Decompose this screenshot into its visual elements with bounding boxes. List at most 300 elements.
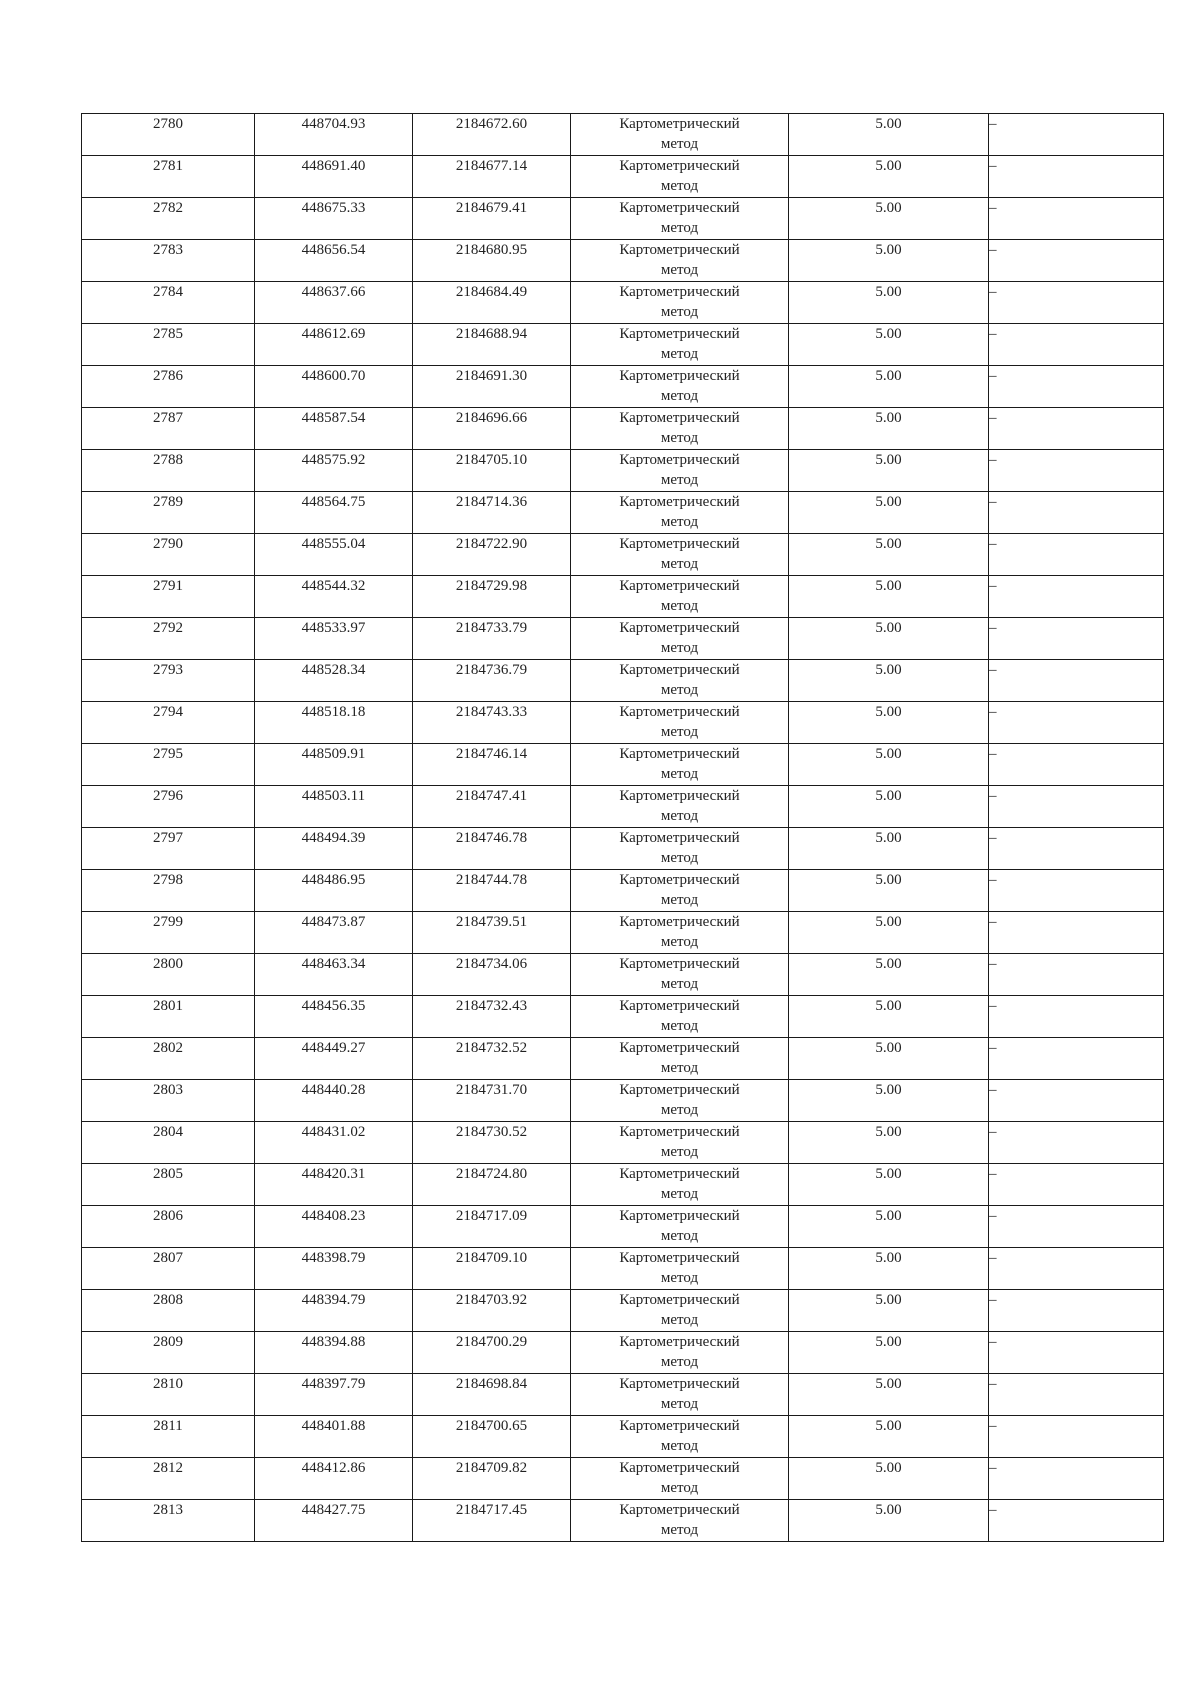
description-cell: – (989, 1332, 1164, 1374)
error-cell: 5.00 (789, 954, 989, 996)
point-number-cell: 2801 (82, 996, 255, 1038)
error-cell: 5.00 (789, 366, 989, 408)
point-number-cell: 2791 (82, 576, 255, 618)
method-line-1: Картометрический (619, 704, 740, 720)
x-coordinate-cell: 448431.02 (255, 1122, 413, 1164)
method-line-1: Картометрический (619, 1292, 740, 1308)
x-coordinate-cell: 448704.93 (255, 114, 413, 156)
method-line-1: Картометрический (619, 1208, 740, 1224)
y-coordinate-cell: 2184732.43 (413, 996, 571, 1038)
error-cell: 5.00 (789, 744, 989, 786)
method-cell (571, 156, 789, 198)
description-cell: – (989, 954, 1164, 996)
y-coordinate-cell: 2184730.52 (413, 1122, 571, 1164)
x-coordinate-cell: 448544.32 (255, 576, 413, 618)
method-cell (571, 1416, 789, 1458)
table-row (82, 702, 1164, 744)
description-cell: – (989, 450, 1164, 492)
x-coordinate-cell: 448656.54 (255, 240, 413, 282)
x-coordinate-cell: 448600.70 (255, 366, 413, 408)
method-cell (571, 660, 789, 702)
table-row (82, 1332, 1164, 1374)
point-number-cell: 2788 (82, 450, 255, 492)
method-line-2: метод (660, 514, 699, 530)
method-line-2: метод (660, 1186, 699, 1202)
description-cell: – (989, 282, 1164, 324)
description-cell: – (989, 1206, 1164, 1248)
point-number-cell: 2792 (82, 618, 255, 660)
table-row (82, 324, 1164, 366)
description-cell: – (989, 324, 1164, 366)
method-line-2: метод (660, 682, 699, 698)
point-number-cell: 2812 (82, 1458, 255, 1500)
description-cell: – (989, 198, 1164, 240)
table-row (82, 1248, 1164, 1290)
method-line-2: метод (660, 556, 699, 572)
coordinates-table (81, 113, 1164, 1542)
y-coordinate-cell: 2184680.95 (413, 240, 571, 282)
x-coordinate-cell: 448509.91 (255, 744, 413, 786)
point-number-cell: 2800 (82, 954, 255, 996)
method-cell (571, 744, 789, 786)
table-row (82, 1374, 1164, 1416)
method-line-1: Картометрический (619, 998, 740, 1014)
description-cell: – (989, 996, 1164, 1038)
point-number-cell: 2811 (82, 1416, 255, 1458)
method-cell (571, 450, 789, 492)
method-cell (571, 954, 789, 996)
x-coordinate-cell: 448691.40 (255, 156, 413, 198)
description-cell: – (989, 156, 1164, 198)
method-line-2: метод (660, 976, 699, 992)
point-number-cell: 2796 (82, 786, 255, 828)
y-coordinate-cell: 2184696.66 (413, 408, 571, 450)
y-coordinate-cell: 2184703.92 (413, 1290, 571, 1332)
method-cell (571, 198, 789, 240)
y-coordinate-cell: 2184717.09 (413, 1206, 571, 1248)
description-cell: – (989, 576, 1164, 618)
x-coordinate-cell: 448397.79 (255, 1374, 413, 1416)
description-cell: – (989, 1458, 1164, 1500)
method-line-2: метод (660, 1144, 699, 1160)
y-coordinate-cell: 2184684.49 (413, 282, 571, 324)
point-number-cell: 2797 (82, 828, 255, 870)
error-cell: 5.00 (789, 1458, 989, 1500)
y-coordinate-cell: 2184734.06 (413, 954, 571, 996)
table-row (82, 870, 1164, 912)
point-number-cell: 2810 (82, 1374, 255, 1416)
method-cell (571, 1038, 789, 1080)
method-line-2: метод (660, 430, 699, 446)
method-line-2: метод (660, 934, 699, 950)
description-cell: – (989, 786, 1164, 828)
description-cell: – (989, 1416, 1164, 1458)
method-line-2: метод (660, 808, 699, 824)
method-line-2: метод (660, 640, 699, 656)
method-line-2: метод (660, 598, 699, 614)
y-coordinate-cell: 2184731.70 (413, 1080, 571, 1122)
error-cell: 5.00 (789, 1080, 989, 1122)
y-coordinate-cell: 2184691.30 (413, 366, 571, 408)
method-line-1: Картометрический (619, 1040, 740, 1056)
description-cell: – (989, 1122, 1164, 1164)
method-line-1: Картометрический (619, 536, 740, 552)
x-coordinate-cell: 448564.75 (255, 492, 413, 534)
error-cell: 5.00 (789, 324, 989, 366)
method-line-2: метод (660, 1018, 699, 1034)
y-coordinate-cell: 2184672.60 (413, 114, 571, 156)
method-cell (571, 366, 789, 408)
error-cell: 5.00 (789, 618, 989, 660)
method-cell (571, 1374, 789, 1416)
method-line-2: метод (660, 1270, 699, 1286)
method-line-1: Картометрический (619, 788, 740, 804)
y-coordinate-cell: 2184705.10 (413, 450, 571, 492)
point-number-cell: 2808 (82, 1290, 255, 1332)
y-coordinate-cell: 2184677.14 (413, 156, 571, 198)
table-row (82, 156, 1164, 198)
y-coordinate-cell: 2184679.41 (413, 198, 571, 240)
point-number-cell: 2781 (82, 156, 255, 198)
method-line-1: Картометрический (619, 1502, 740, 1518)
y-coordinate-cell: 2184733.79 (413, 618, 571, 660)
description-cell: – (989, 912, 1164, 954)
point-number-cell: 2803 (82, 1080, 255, 1122)
method-cell (571, 618, 789, 660)
description-cell: – (989, 1038, 1164, 1080)
method-line-2: метод (660, 1354, 699, 1370)
method-cell (571, 492, 789, 534)
point-number-cell: 2789 (82, 492, 255, 534)
table-row (82, 1458, 1164, 1500)
method-cell (571, 324, 789, 366)
table-row (82, 1206, 1164, 1248)
description-cell: – (989, 1164, 1164, 1206)
x-coordinate-cell: 448412.86 (255, 1458, 413, 1500)
error-cell: 5.00 (789, 1290, 989, 1332)
y-coordinate-cell: 2184698.84 (413, 1374, 571, 1416)
method-cell (571, 114, 789, 156)
method-line-1: Картометрический (619, 620, 740, 636)
method-line-1: Картометрический (619, 956, 740, 972)
x-coordinate-cell: 448503.11 (255, 786, 413, 828)
table-row (82, 366, 1164, 408)
error-cell: 5.00 (789, 828, 989, 870)
error-cell: 5.00 (789, 576, 989, 618)
y-coordinate-cell: 2184743.33 (413, 702, 571, 744)
y-coordinate-cell: 2184717.45 (413, 1500, 571, 1542)
x-coordinate-cell: 448494.39 (255, 828, 413, 870)
method-line-1: Картометрический (619, 410, 740, 426)
point-number-cell: 2799 (82, 912, 255, 954)
table-row (82, 1416, 1164, 1458)
point-number-cell: 2795 (82, 744, 255, 786)
table-row (82, 996, 1164, 1038)
method-line-2: метод (660, 388, 699, 404)
description-cell: – (989, 408, 1164, 450)
x-coordinate-cell: 448612.69 (255, 324, 413, 366)
table-row (82, 660, 1164, 702)
table-row (82, 450, 1164, 492)
description-cell: – (989, 702, 1164, 744)
method-cell (571, 1206, 789, 1248)
description-cell: – (989, 1080, 1164, 1122)
method-line-2: метод (660, 1522, 699, 1538)
description-cell: – (989, 618, 1164, 660)
y-coordinate-cell: 2184744.78 (413, 870, 571, 912)
description-cell: – (989, 660, 1164, 702)
description-cell: – (989, 1500, 1164, 1542)
x-coordinate-cell: 448637.66 (255, 282, 413, 324)
y-coordinate-cell: 2184739.51 (413, 912, 571, 954)
point-number-cell: 2783 (82, 240, 255, 282)
description-cell: – (989, 1374, 1164, 1416)
method-line-2: метод (660, 346, 699, 362)
x-coordinate-cell: 448533.97 (255, 618, 413, 660)
x-coordinate-cell: 448456.35 (255, 996, 413, 1038)
point-number-cell: 2805 (82, 1164, 255, 1206)
point-number-cell: 2804 (82, 1122, 255, 1164)
method-line-2: метод (660, 724, 699, 740)
error-cell: 5.00 (789, 282, 989, 324)
method-cell (571, 1500, 789, 1542)
point-number-cell: 2809 (82, 1332, 255, 1374)
table-row (82, 1290, 1164, 1332)
x-coordinate-cell: 448555.04 (255, 534, 413, 576)
method-cell (571, 408, 789, 450)
method-line-1: Картометрический (619, 872, 740, 888)
x-coordinate-cell: 448587.54 (255, 408, 413, 450)
error-cell: 5.00 (789, 870, 989, 912)
error-cell: 5.00 (789, 114, 989, 156)
point-number-cell: 2806 (82, 1206, 255, 1248)
point-number-cell: 2787 (82, 408, 255, 450)
error-cell: 5.00 (789, 1164, 989, 1206)
point-number-cell: 2807 (82, 1248, 255, 1290)
method-line-1: Картометрический (619, 116, 740, 132)
error-cell: 5.00 (789, 156, 989, 198)
x-coordinate-cell: 448401.88 (255, 1416, 413, 1458)
y-coordinate-cell: 2184736.79 (413, 660, 571, 702)
description-cell: – (989, 366, 1164, 408)
table-row (82, 492, 1164, 534)
method-cell (571, 240, 789, 282)
method-line-1: Картометрический (619, 284, 740, 300)
description-cell: – (989, 240, 1164, 282)
error-cell: 5.00 (789, 408, 989, 450)
table-row (82, 240, 1164, 282)
point-number-cell: 2782 (82, 198, 255, 240)
point-number-cell: 2793 (82, 660, 255, 702)
y-coordinate-cell: 2184747.41 (413, 786, 571, 828)
method-cell (571, 1164, 789, 1206)
error-cell: 5.00 (789, 1248, 989, 1290)
error-cell: 5.00 (789, 996, 989, 1038)
point-number-cell: 2780 (82, 114, 255, 156)
method-line-2: метод (660, 1102, 699, 1118)
error-cell: 5.00 (789, 660, 989, 702)
table-row (82, 114, 1164, 156)
y-coordinate-cell: 2184688.94 (413, 324, 571, 366)
method-line-2: метод (660, 1438, 699, 1454)
x-coordinate-cell: 448408.23 (255, 1206, 413, 1248)
x-coordinate-cell: 448440.28 (255, 1080, 413, 1122)
method-line-2: метод (660, 850, 699, 866)
method-cell (571, 912, 789, 954)
method-line-1: Картометрический (619, 830, 740, 846)
table-row (82, 786, 1164, 828)
method-cell (571, 1290, 789, 1332)
point-number-cell: 2790 (82, 534, 255, 576)
table-row (82, 618, 1164, 660)
table-row (82, 1500, 1164, 1542)
description-cell: – (989, 1248, 1164, 1290)
y-coordinate-cell: 2184732.52 (413, 1038, 571, 1080)
x-coordinate-cell: 448473.87 (255, 912, 413, 954)
method-cell (571, 1122, 789, 1164)
table-row (82, 744, 1164, 786)
point-number-cell: 2813 (82, 1500, 255, 1542)
method-cell (571, 1332, 789, 1374)
y-coordinate-cell: 2184746.14 (413, 744, 571, 786)
method-line-1: Картометрический (619, 200, 740, 216)
method-line-1: Картометрический (619, 1166, 740, 1182)
method-line-1: Картометрический (619, 158, 740, 174)
method-line-1: Картометрический (619, 1376, 740, 1392)
point-number-cell: 2786 (82, 366, 255, 408)
method-cell (571, 1248, 789, 1290)
method-line-1: Картометрический (619, 326, 740, 342)
method-line-1: Картометрический (619, 1124, 740, 1140)
method-line-1: Картометрический (619, 1460, 740, 1476)
point-number-cell: 2785 (82, 324, 255, 366)
y-coordinate-cell: 2184729.98 (413, 576, 571, 618)
method-line-2: метод (660, 766, 699, 782)
error-cell: 5.00 (789, 1416, 989, 1458)
x-coordinate-cell: 448420.31 (255, 1164, 413, 1206)
error-cell: 5.00 (789, 1332, 989, 1374)
y-coordinate-cell: 2184700.65 (413, 1416, 571, 1458)
method-line-2: метод (660, 1228, 699, 1244)
error-cell: 5.00 (789, 1500, 989, 1542)
method-line-2: метод (660, 262, 699, 278)
method-line-2: метод (660, 178, 699, 194)
y-coordinate-cell: 2184700.29 (413, 1332, 571, 1374)
method-line-1: Картометрический (619, 452, 740, 468)
method-line-2: метод (660, 1480, 699, 1496)
method-line-2: метод (660, 1396, 699, 1412)
x-coordinate-cell: 448518.18 (255, 702, 413, 744)
x-coordinate-cell: 448394.88 (255, 1332, 413, 1374)
method-line-2: метод (660, 892, 699, 908)
table-row (82, 1164, 1164, 1206)
y-coordinate-cell: 2184722.90 (413, 534, 571, 576)
method-cell (571, 534, 789, 576)
y-coordinate-cell: 2184724.80 (413, 1164, 571, 1206)
method-line-2: метод (660, 1060, 699, 1076)
method-line-1: Картометрический (619, 368, 740, 384)
point-number-cell: 2794 (82, 702, 255, 744)
method-cell (571, 282, 789, 324)
description-cell: – (989, 828, 1164, 870)
error-cell: 5.00 (789, 912, 989, 954)
method-cell (571, 996, 789, 1038)
method-line-2: метод (660, 136, 699, 152)
method-line-2: метод (660, 1312, 699, 1328)
x-coordinate-cell: 448398.79 (255, 1248, 413, 1290)
table-row (82, 198, 1164, 240)
method-cell (571, 576, 789, 618)
x-coordinate-cell: 448575.92 (255, 450, 413, 492)
table-row (82, 534, 1164, 576)
method-line-1: Картометрический (619, 746, 740, 762)
y-coordinate-cell: 2184709.82 (413, 1458, 571, 1500)
table-row (82, 954, 1164, 996)
method-line-1: Картометрический (619, 914, 740, 930)
y-coordinate-cell: 2184746.78 (413, 828, 571, 870)
x-coordinate-cell: 448486.95 (255, 870, 413, 912)
x-coordinate-cell: 448528.34 (255, 660, 413, 702)
x-coordinate-cell: 448675.33 (255, 198, 413, 240)
y-coordinate-cell: 2184714.36 (413, 492, 571, 534)
error-cell: 5.00 (789, 1122, 989, 1164)
method-cell (571, 870, 789, 912)
method-cell (571, 828, 789, 870)
table-row (82, 1122, 1164, 1164)
error-cell: 5.00 (789, 1374, 989, 1416)
description-cell: – (989, 1290, 1164, 1332)
error-cell: 5.00 (789, 240, 989, 282)
method-line-1: Картометрический (619, 578, 740, 594)
table-row (82, 1038, 1164, 1080)
error-cell: 5.00 (789, 198, 989, 240)
error-cell: 5.00 (789, 702, 989, 744)
method-line-2: метод (660, 304, 699, 320)
method-cell (571, 786, 789, 828)
method-cell (571, 1080, 789, 1122)
method-line-1: Картометрический (619, 1334, 740, 1350)
error-cell: 5.00 (789, 1038, 989, 1080)
x-coordinate-cell: 448463.34 (255, 954, 413, 996)
method-line-2: метод (660, 472, 699, 488)
table-row (82, 576, 1164, 618)
error-cell: 5.00 (789, 1206, 989, 1248)
method-line-1: Картометрический (619, 1082, 740, 1098)
table-row (82, 282, 1164, 324)
method-line-1: Картометрический (619, 1418, 740, 1434)
error-cell: 5.00 (789, 492, 989, 534)
table-row (82, 408, 1164, 450)
method-line-1: Картометрический (619, 1250, 740, 1266)
table-row (82, 912, 1164, 954)
error-cell: 5.00 (789, 786, 989, 828)
x-coordinate-cell: 448449.27 (255, 1038, 413, 1080)
x-coordinate-cell: 448394.79 (255, 1290, 413, 1332)
method-cell (571, 1458, 789, 1500)
description-cell: – (989, 114, 1164, 156)
table-row (82, 828, 1164, 870)
table-row (82, 1080, 1164, 1122)
error-cell: 5.00 (789, 450, 989, 492)
method-cell (571, 702, 789, 744)
method-line-1: Картометрический (619, 662, 740, 678)
description-cell: – (989, 870, 1164, 912)
point-number-cell: 2802 (82, 1038, 255, 1080)
error-cell: 5.00 (789, 534, 989, 576)
point-number-cell: 2798 (82, 870, 255, 912)
method-line-1: Картометрический (619, 494, 740, 510)
description-cell: – (989, 744, 1164, 786)
